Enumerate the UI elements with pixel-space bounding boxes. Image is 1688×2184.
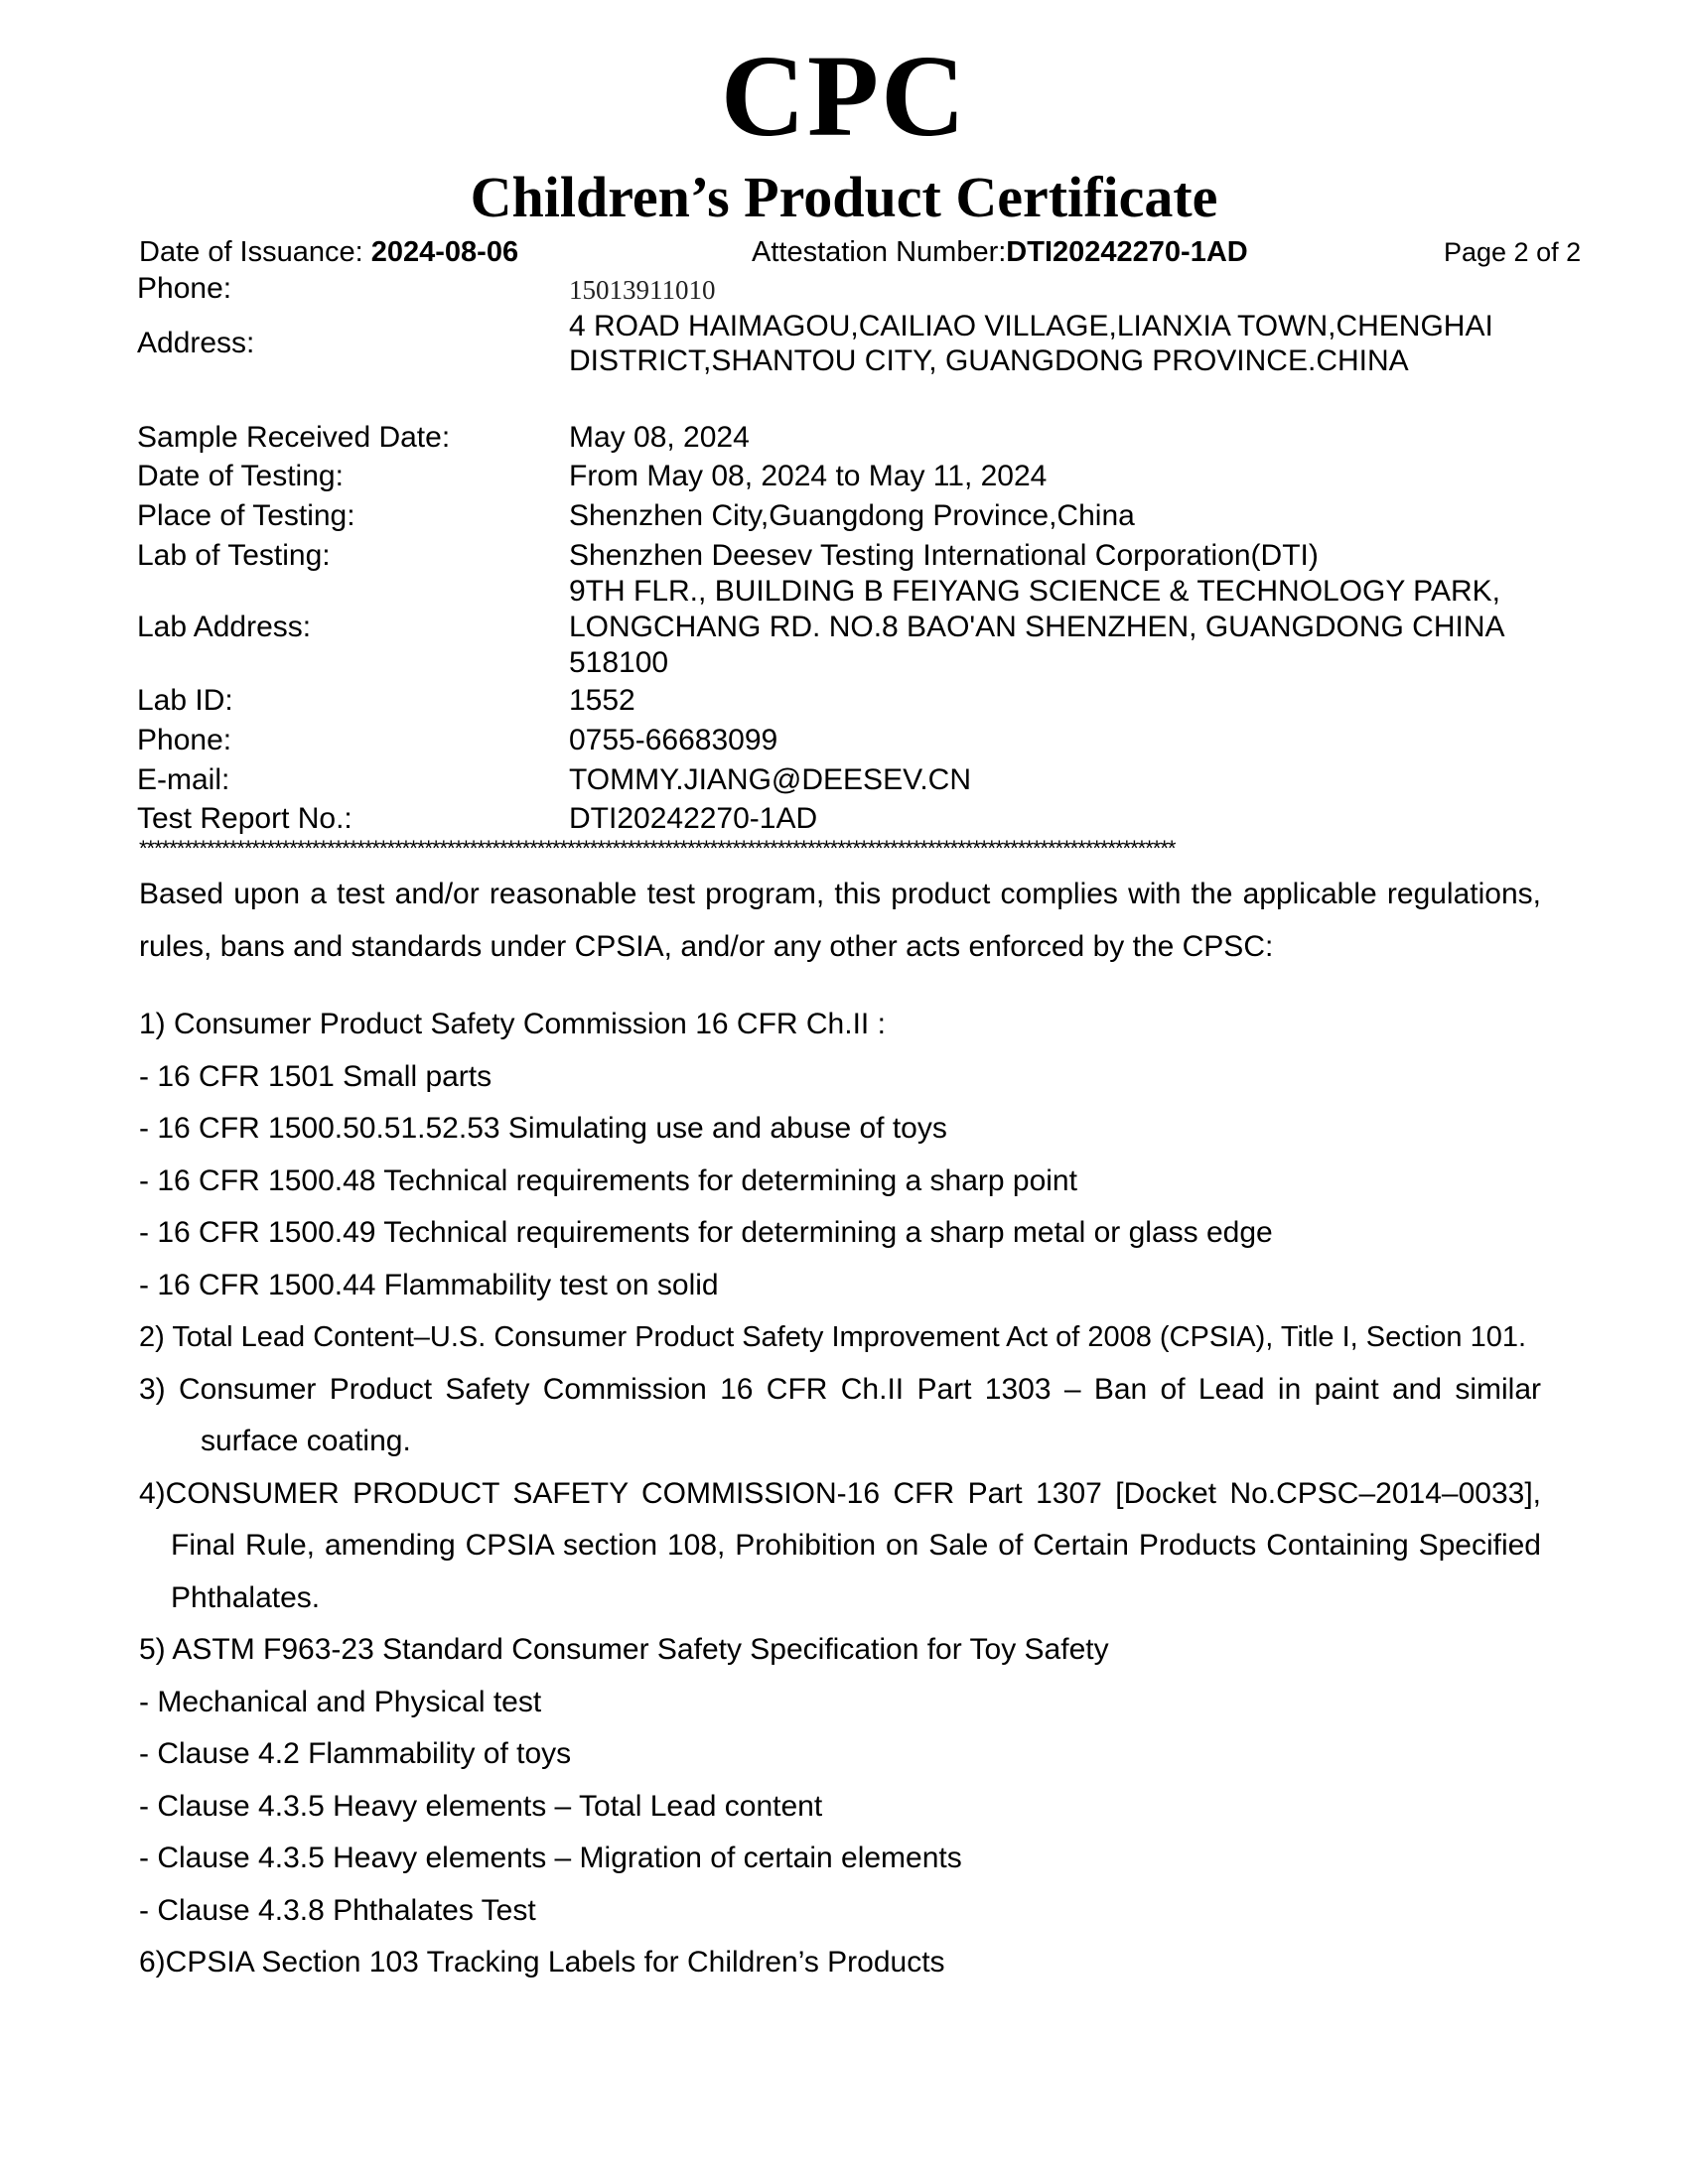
issuance-label: Date of Issuance: — [139, 236, 363, 268]
regulation-item: 1) Consumer Product Safety Commission 16 CFR Ch.II : — [139, 1008, 886, 1040]
lab-label: Lab of Testing: — [137, 539, 331, 572]
separator-line: ****************************************************************************************************************************************** — [139, 838, 1176, 860]
issuance-value: 2024-08-06 — [370, 236, 519, 268]
lab-address-line-1: 9TH FLR., BUILDING B FEIYANG SCIENCE & TECHNOLOGY PARK, — [569, 575, 1500, 608]
address-label: Address: — [137, 327, 255, 359]
regulation-subitem: - Mechanical and Physical test — [139, 1685, 542, 1718]
lab-address-line-3: 518100 — [569, 646, 669, 679]
regulation-item: 2) Total Lead Content–U.S. Consumer Product Safety Improvement Act of 2008 (CPSIA), Title I, Section 101. — [139, 1321, 1527, 1353]
attestation-number — [752, 235, 1248, 269]
regulation-subitem: - 16 CFR 1500.49 Technical requirements for determining a sharp metal or glass edge — [139, 1216, 1273, 1249]
testing-date-label: Date of Testing: — [137, 460, 344, 492]
lab-id-label: Lab ID: — [137, 684, 233, 717]
address-line-2: DISTRICT,SHANTOU CITY, GUANGDONG PROVINCE.CHINA — [569, 344, 1409, 377]
phone-value: 15013911010 — [569, 275, 716, 305]
regulation-subitem: - Clause 4.3.8 Phthalates Test — [139, 1893, 536, 1927]
compliance-statement: Based upon a test and/or reasonable test program, this product complies with the applicable regulations, rules, bans and standards under CPSIA, and/or any other acts enforced by the CPSC: — [139, 878, 1541, 963]
report-number-value: DTI20242270-1AD — [569, 802, 818, 835]
issuance-date — [139, 235, 518, 269]
certificate-title: Children’s Product Certificate — [470, 165, 1218, 229]
regulation-item: 3) Consumer Product Safety Commission 16 CFR Ch.II Part 1303 – Ban of Lead in paint and similar surface coating. — [139, 1372, 1541, 1457]
sample-received-value: May 08, 2024 — [569, 421, 750, 454]
certificate-body — [139, 869, 1541, 1989]
place-label: Place of Testing: — [137, 499, 355, 532]
lab-address-line-2: LONGCHANG RD. NO.8 BAO'AN SHENZHEN, GUANGDONG CHINA — [569, 611, 1505, 643]
report-number-label: Test Report No.: — [137, 802, 352, 835]
attestation-label: Attestation Number: — [752, 236, 1007, 268]
regulation-subitem: - 16 CFR 1501 Small parts — [139, 1059, 492, 1093]
regulation-item: 4)CONSUMER PRODUCT SAFETY COMMISSION-16 CFR Part 1307 [Docket No.CPSC–2014–0033], Final Rule, amending CPSIA section 108, Prohibition on Sale of Certain Products Containing Specified Phthalates. — [139, 1476, 1541, 1614]
regulation-subitem: - Clause 4.3.5 Heavy elements – Total Lead content — [139, 1789, 823, 1823]
address-line-1: 4 ROAD HAIMAGOU,CAILIAO VILLAGE,LIANXIA TOWN,CHENGHAI — [569, 310, 1493, 342]
testing-date-value: From May 08, 2024 to May 11, 2024 — [569, 460, 1048, 492]
regulation-subitem: - Clause 4.2 Flammability of toys — [139, 1737, 572, 1770]
page-number: Page 2 of 2 — [1444, 237, 1582, 267]
lab-id-value: 1552 — [569, 684, 635, 717]
regulation-subitem: - Clause 4.3.5 Heavy elements – Migration of certain elements — [139, 1842, 962, 1874]
lab-address-label: Lab Address: — [137, 611, 312, 643]
lab-value: Shenzhen Deesev Testing International Corporation(DTI) — [569, 539, 1319, 572]
cpc-heading: CPC — [720, 31, 968, 161]
regulation-item: 6)CPSIA Section 103 Tracking Labels for Children’s Products — [139, 1946, 945, 1979]
attestation-value: DTI20242270-1AD — [1006, 236, 1248, 268]
email-value: TOMMY.JIANG@DEESEV.CN — [569, 763, 971, 796]
regulation-subitem: - 16 CFR 1500.48 Technical requirements for determining a sharp point — [139, 1163, 1077, 1197]
place-value: Shenzhen City,Guangdong Province,China — [569, 499, 1135, 532]
lab-phone-label: Phone: — [137, 724, 232, 756]
email-label: E-mail: — [137, 763, 230, 796]
lab-phone-value: 0755-66683099 — [569, 724, 778, 756]
sample-received-label: Sample Received Date: — [137, 421, 451, 454]
regulation-item: 5) ASTM F963-23 Standard Consumer Safety Specification for Toy Safety — [139, 1633, 1109, 1666]
regulation-subitem: - 16 CFR 1500.50.51.52.53 Simulating use and abuse of toys — [139, 1112, 947, 1145]
regulation-subitem: - 16 CFR 1500.44 Flammability test on solid — [139, 1268, 719, 1301]
phone-label: Phone: — [137, 272, 232, 305]
